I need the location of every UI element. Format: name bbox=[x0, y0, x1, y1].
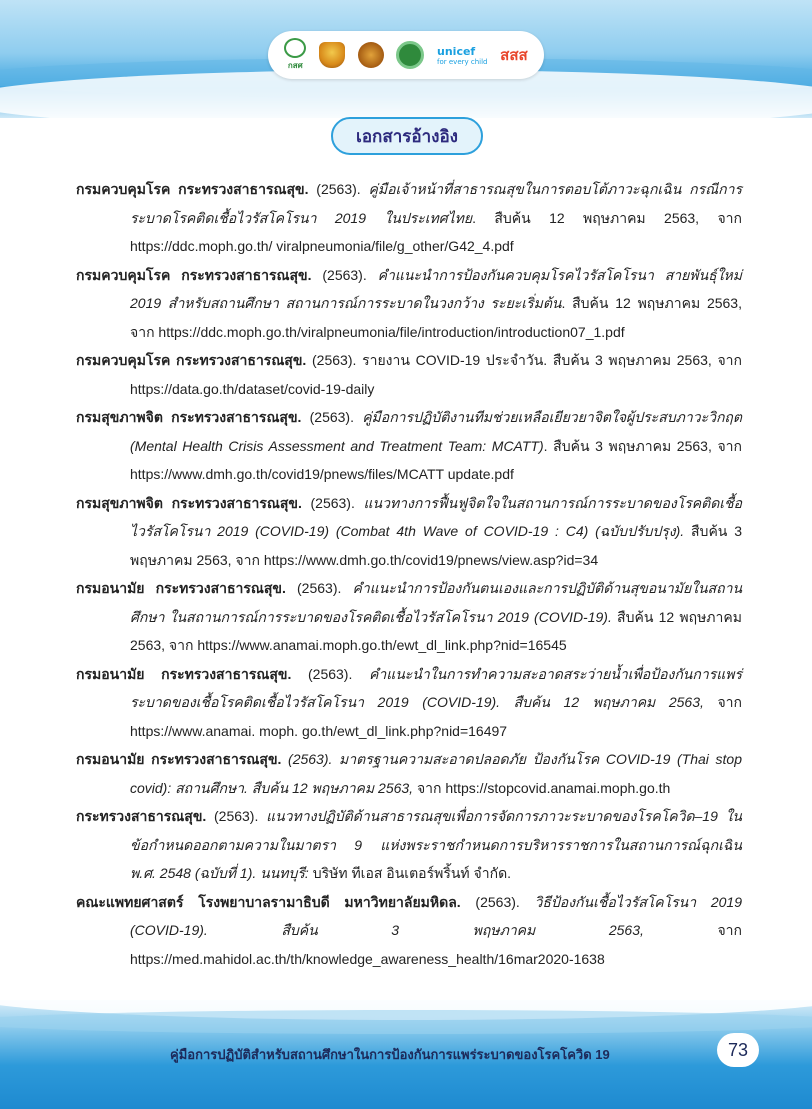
royal-seal-icon bbox=[319, 42, 345, 68]
thaihealth-logo bbox=[500, 43, 527, 67]
reference-title: แนวทางการฟื้นฟูจิตใจในสถานการณ์การระบาดของโรคติดเชื้อไวรัสโคโรนา 2019 (COVID-19) (Combat 4th Wave of COVID-19 : C4) (ฉบับปรับปรุง). bbox=[130, 494, 742, 539]
reference-title: คู่มือการปฏิบัติงานทีมช่วยเหลือเยียวยาจิตใจผู้ประสบภาวะวิกฤต (Mental Health Crisis Assessment and Treatment Team: MCATT) bbox=[130, 409, 742, 454]
unicef-logo-text: unicef bbox=[437, 44, 476, 58]
reference-details: รายงาน COVID-19 ประจำวัน. สืบค้น 3 พฤษภาคม 2563, จาก https://data.go.th/dataset/covid-19-daily bbox=[130, 352, 743, 397]
reference-details: . สืบค้น 12 พฤษภาคม 2563, จาก https://ddc.moph.go.th/viralpneumonia/file/introduction/introduction07_1.pdf bbox=[130, 295, 742, 340]
reference-author: กรมควบคุมโรค กระทรวงสาธารณสุข. bbox=[76, 266, 312, 283]
reference-entry bbox=[76, 802, 742, 888]
reference-author: กรมอนามัย กระทรวงสาธารณสุข. bbox=[76, 580, 286, 596]
reference-author: กรมอนามัย กระทรวงสาธารณสุข. bbox=[76, 665, 292, 682]
reference-entry bbox=[76, 660, 742, 746]
reference-entry bbox=[76, 489, 742, 575]
reference-details: สืบค้น 3 พฤษภาคม 2563, จาก https://www.dmh.go.th/covid19/pnews/view.asp?id=34 bbox=[130, 523, 742, 568]
moph-logo bbox=[396, 41, 424, 69]
reference-author: กรมควบคุมโรค กระทรวงสาธารณสุข. bbox=[76, 181, 309, 197]
reference-entry bbox=[76, 261, 742, 347]
reference-details: สืบค้น 12 พฤษภาคม 2563, จาก https://www.anamai.moph.go.th/ewt_dl_link.php?nid=16545 bbox=[130, 608, 742, 653]
unicef-logo bbox=[437, 45, 487, 66]
reference-title: วิธีป้องกันเชื้อไวรัสโคโรนา 2019 (COVID-19). สืบค้น 3 พฤษภาคม 2563, bbox=[130, 893, 742, 938]
reference-author: กระทรวงสาธารณสุข. bbox=[76, 808, 207, 824]
reference-list bbox=[76, 175, 742, 973]
reference-entry bbox=[76, 346, 742, 403]
kasa-logo-text: กสศ bbox=[287, 61, 303, 70]
reference-year: (2563). bbox=[311, 266, 378, 283]
footer-wave-decoration bbox=[0, 1010, 812, 1034]
reference-year: (2563). bbox=[285, 580, 353, 596]
footer-title: คู่มือการปฏิบัติสำหรับสถานศึกษาในการป้องกันการแพร่ระบาดของโรคโควิด 19 bbox=[170, 1047, 610, 1062]
reference-title: คำแนะนำในการทำความสะอาดสระว่ายน้ำเพื่อป้องกันการแพร่ระบาดของเชื้อโรคติดเชื้อไวรัสโคโรนา 2019 (COVID-19). สืบค้น 12 พฤษภาคม 2563, bbox=[130, 665, 743, 710]
page-title: เอกสารอ้างอิง bbox=[331, 117, 483, 155]
unicef-tagline: for every child bbox=[437, 57, 488, 66]
reference-year: (2563). bbox=[301, 494, 364, 511]
page-number: 73 bbox=[717, 1033, 759, 1067]
reference-title: คำแนะนำการป้องกันตนเองและการปฏิบัติด้านสุขอนามัยในสถานศึกษา ในสถานการณ์การระบาดของโรคติดเชื้อไวรัสโคโรนา 2019 (COVID-19). bbox=[130, 580, 743, 625]
kasa-logo bbox=[284, 38, 306, 72]
reference-details: . สืบค้น 12 พฤษภาคม 2563, จาก https://ddc.moph.go.th/ viralpneumonia/file/g_other/G42_4.pdf bbox=[130, 209, 742, 254]
royal-seal-logo bbox=[319, 42, 345, 68]
reference-year: (2563). bbox=[206, 808, 267, 824]
reference-year: (2563). bbox=[460, 893, 535, 910]
reference-details: จาก https://med.mahidol.ac.th/th/knowledge_awareness_health/16mar2020-1638 bbox=[130, 922, 742, 967]
reference-author: กรมควบคุมโรค กระทรวงสาธารณสุข. bbox=[76, 352, 307, 368]
reference-author: กรมสุขภาพจิต กระทรวงสาธารณสุข. bbox=[76, 409, 302, 425]
reference-title: คำแนะนำการป้องกันควบคุมโรคไวรัสโคโรนา สายพันธุ์ใหม่ 2019 สำหรับสถานศึกษา สถานการณ์การระบาดในวงกว้าง ระยะเริ่มต้น bbox=[130, 266, 742, 311]
reference-title: แนวทางปฏิบัติด้านสาธารณสุขเพื่อการจัดการภาวะระบาดของโรคโควิด–19 ในข้อกำหนดออกตามความในมาตรา 9 แห่งพระราชกำหนดการบริหารราชการในสถานการณ์ฉุกเฉิน พ.ศ. 2548 (ฉบับที่ 1). นนทบุรี: bbox=[130, 808, 742, 881]
obec-seal-logo bbox=[358, 42, 384, 68]
reference-year: (2563). bbox=[308, 181, 369, 197]
reference-author: คณะแพทยศาสตร์ โรงพยาบาลรามาธิบดี มหาวิทยาลัยมหิดล. bbox=[76, 893, 461, 910]
partner-logos bbox=[268, 31, 544, 79]
obec-seal-icon bbox=[358, 42, 384, 68]
reference-author: กรมอนามัย กระทรวงสาธารณสุข. bbox=[76, 751, 282, 767]
reference-details: จาก https://stopcovid.anamai.moph.go.th bbox=[413, 779, 671, 796]
reference-year: (2563). bbox=[291, 665, 369, 682]
reference-details: จาก https://www.anamai. moph. go.th/ewt_dl_link.php?nid=16497 bbox=[130, 694, 742, 739]
reference-entry bbox=[76, 574, 742, 660]
reference-entry bbox=[76, 745, 742, 802]
reference-title: คู่มือเจ้าหน้าที่สาธารณสุขในการตอบโต้ภาวะฉุกเฉิน กรณีการระบาดโรคติดเชื้อไวรัสโคโรนา 2019 ในประเทศไทย bbox=[130, 181, 743, 226]
reference-year: (2563). bbox=[306, 352, 363, 368]
reference-details: . สืบค้น 3 พฤษภาคม 2563, จาก https://www.dmh.go.th/covid19/pnews/files/MCATT update.pdf bbox=[130, 437, 742, 482]
reference-entry bbox=[76, 888, 742, 974]
thaihealth-logo-text: สสส bbox=[500, 46, 528, 64]
kasa-logo-icon bbox=[284, 38, 306, 58]
reference-author: กรมสุขภาพจิต กระทรวงสาธารณสุข. bbox=[76, 494, 302, 511]
reference-title: (2563). มาตรฐานความสะอาดปลอดภัย ป้องกันโรค COVID-19 (Thai stop covid): สถานศึกษา. สืบค้น 12 พฤษภาคม 2563, bbox=[130, 751, 742, 796]
moph-seal-icon bbox=[396, 41, 424, 69]
reference-entry bbox=[76, 403, 742, 489]
reference-entry bbox=[76, 175, 742, 261]
reference-details: บริษัท ทีเอส อินเตอร์พริ้นท์ จำกัด. bbox=[308, 865, 512, 881]
reference-year: (2563). bbox=[301, 409, 363, 425]
